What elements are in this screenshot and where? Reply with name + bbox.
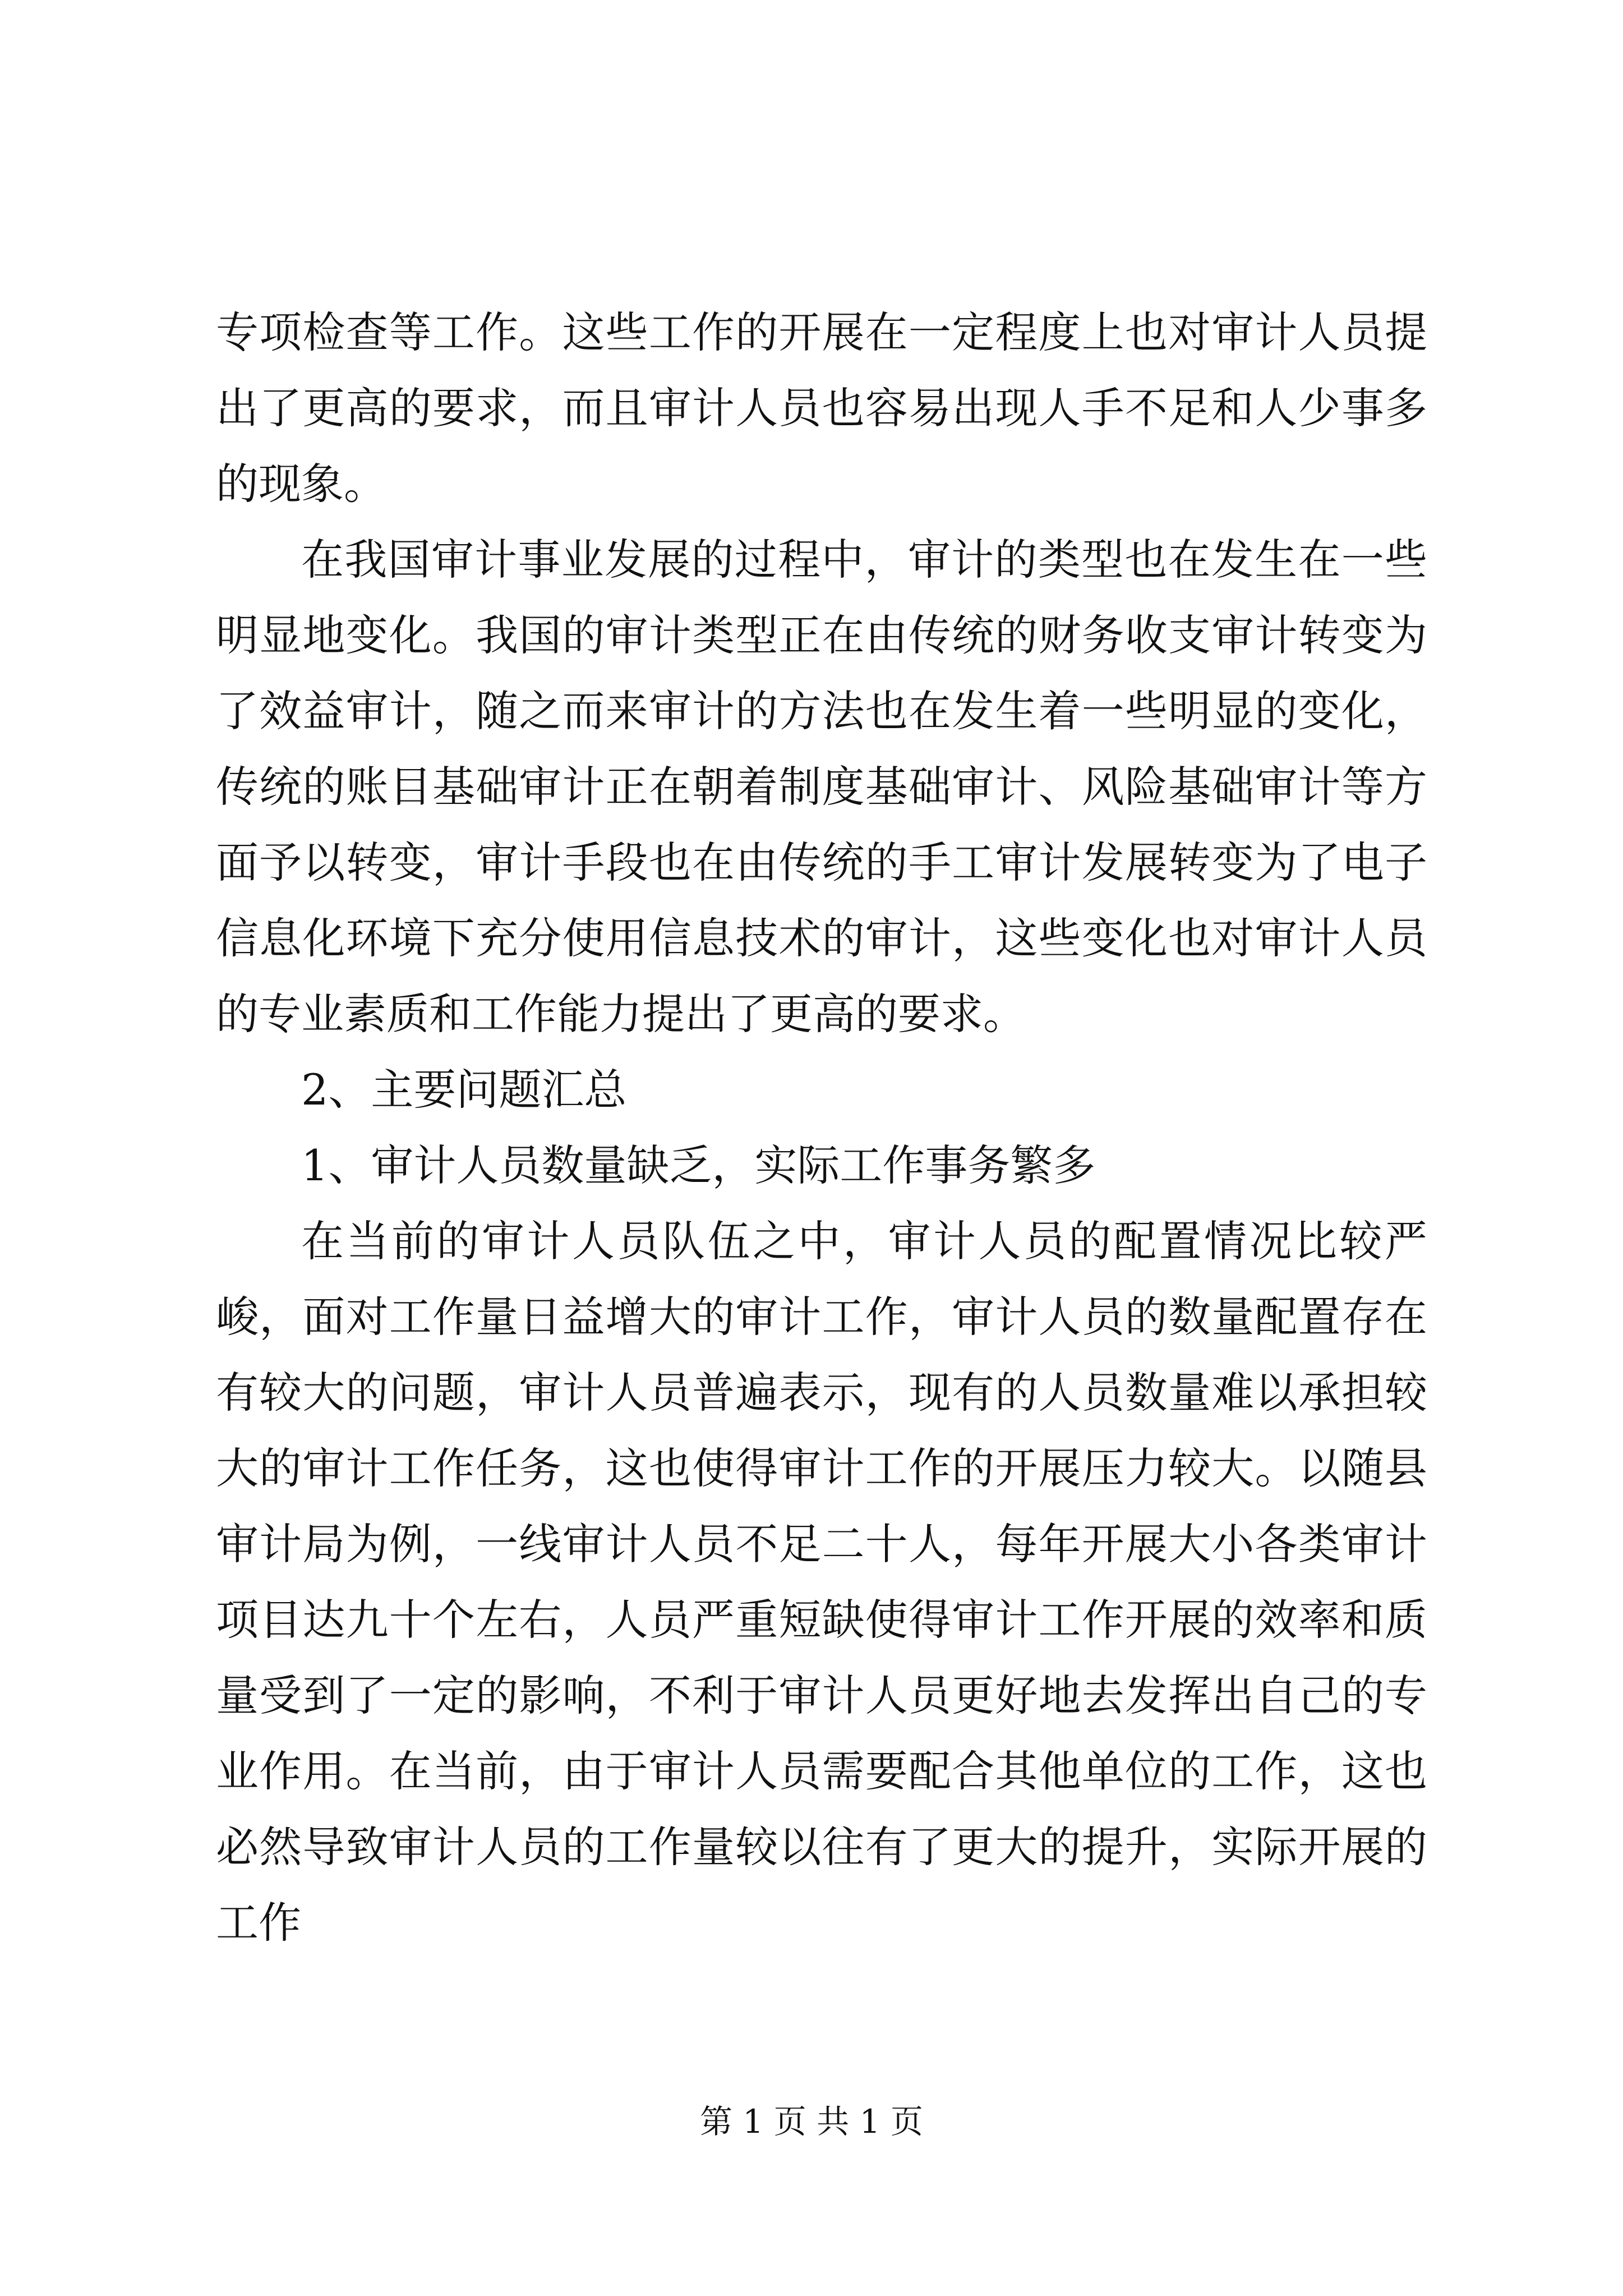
paragraph-continuation: 专项检查等工作。这些工作的开展在一定程度上也对审计人员提出了更高的要求，而且审计人员也容易出现人手不足和人少事多的现象。: [216, 307, 1427, 509]
subheading-staff-shortage: 1、审计人员数量缺乏，实际工作事务繁多: [301, 1140, 1096, 1190]
page-footer: 第 1 页 共 1 页: [700, 2102, 923, 2141]
document-body: [216, 295, 1427, 1961]
section-heading-main-issues: 2、主要问题汇总: [301, 1065, 627, 1115]
paragraph-staff-shortage: 在当前的审计人员队伍之中，审计人员的配置情况比较严峻，面对工作量日益增大的审计工作，审计人员的数量配置存在有较大的问题，审计人员普遍表示，现有的人员数量难以承担较大的审计工作任务，这也使得审计工作的开展压力较大。以随县审计局为例，一线审计人员不足二十人，每年开展大小各类审计项目达九十个左右，人员严重短缺使得审计工作开展的效率和质量受到了一定的影响，不利于审计人员更好地去发挥出自己的专业作用。在当前，由于审计人员需要配合其他单位的工作，这也必然导致审计人员的工作量较以往有了更大的提升，实际开展的工作: [216, 1216, 1427, 1948]
paragraph-audit-types: 在我国审计事业发展的过程中，审计的类型也在发生在一些明显地变化。我国的审计类型正在由传统的财务收支审计转变为了效益审计，随之而来审计的方法也在发生着一些明显的变化，传统的账目基础审计正在朝着制度基础审计、风险基础审计等方面予以转变，审计手段也在由传统的手工审计发展转变为了电子信息化环境下充分使用信息技术的审计，这些变化也对审计人员的专业素质和工作能力提出了更高的要求。: [216, 535, 1427, 1039]
